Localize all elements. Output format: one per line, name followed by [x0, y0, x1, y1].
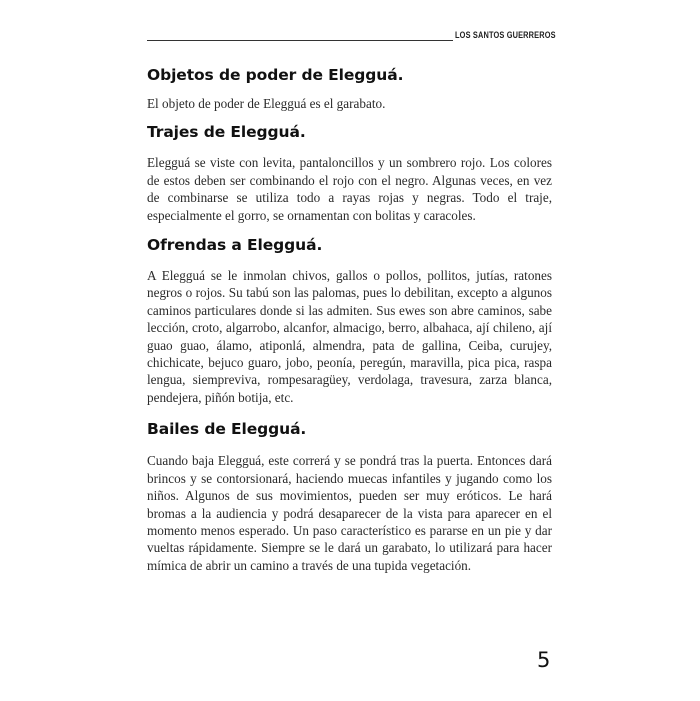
running-head: LOS SANTOS GUERREROS [455, 30, 556, 40]
section-bailes [147, 420, 552, 574]
section-paragraph: Cuando baja Elegguá, este correrá y se pondrá tras la puerta. Entonces dará brincos y se contorsionará, haciendo muecas infantiles y jugando como los niños. Algunos de sus movimientos, pueden ser muy eróticos. Le hará bromas a la audiencia y podrá desaparecer de la vista para aparecer en el momento menos esperado. Un paso característico es pararse en un pie y dar vueltas rápidamente. Siempre se le dará un garabato, lo utilizará para hacer mímica de abrir un camino a través de una tupida vegetación. [147, 453, 552, 573]
section-objetos [147, 66, 552, 112]
section-title: Trajes de Elegguá. [147, 123, 306, 142]
section-paragraph: El objeto de poder de Elegguá es el garabato. [147, 96, 386, 111]
section-title: Objetos de poder de Elegguá. [147, 66, 404, 84]
section-trajes [147, 123, 552, 224]
page-body [147, 66, 552, 574]
page-number: 5 [537, 648, 551, 672]
section-paragraph: A Elegguá se le inmolan chivos, gallos o pollos, pollitos, jutías, ratones negros o rojos. Su tabú son las palomas, pues lo debilitan, excepto a algunos caminos particulares donde si las admiten. Sus ewes son abre caminos, sabe lección, croto, algarrobo, alcanfor, almacigo, berro, albahaca, ají chileno, ají guao guao, álamo, atiponlá, almendra, pata de gallina, Ceiba, curujey, chichicate, bejuco guaro, jobo, peonía, peregún, maravilla, pica pica, raspa lengua, siempreviva, rompesaragüey, verdolaga, travesura, zarza blanca, pendejera, piñón botija, etc. [147, 268, 552, 405]
section-ofrendas [147, 236, 552, 406]
section-paragraph: Elegguá se viste con levita, pantaloncillos y un sombrero rojo. Los colores de estos deben ser combinando el rojo con el negro. Algunas veces, en vez de combinarse se utiliza todo a rayas rojas y negras. Todo el traje, especialmente el gorro, se ornamentan con bolitas y caracoles. [147, 155, 552, 223]
section-title: Bailes de Elegguá. [147, 420, 307, 439]
section-title: Ofrendas a Elegguá. [147, 236, 323, 255]
header-rule [147, 40, 453, 41]
